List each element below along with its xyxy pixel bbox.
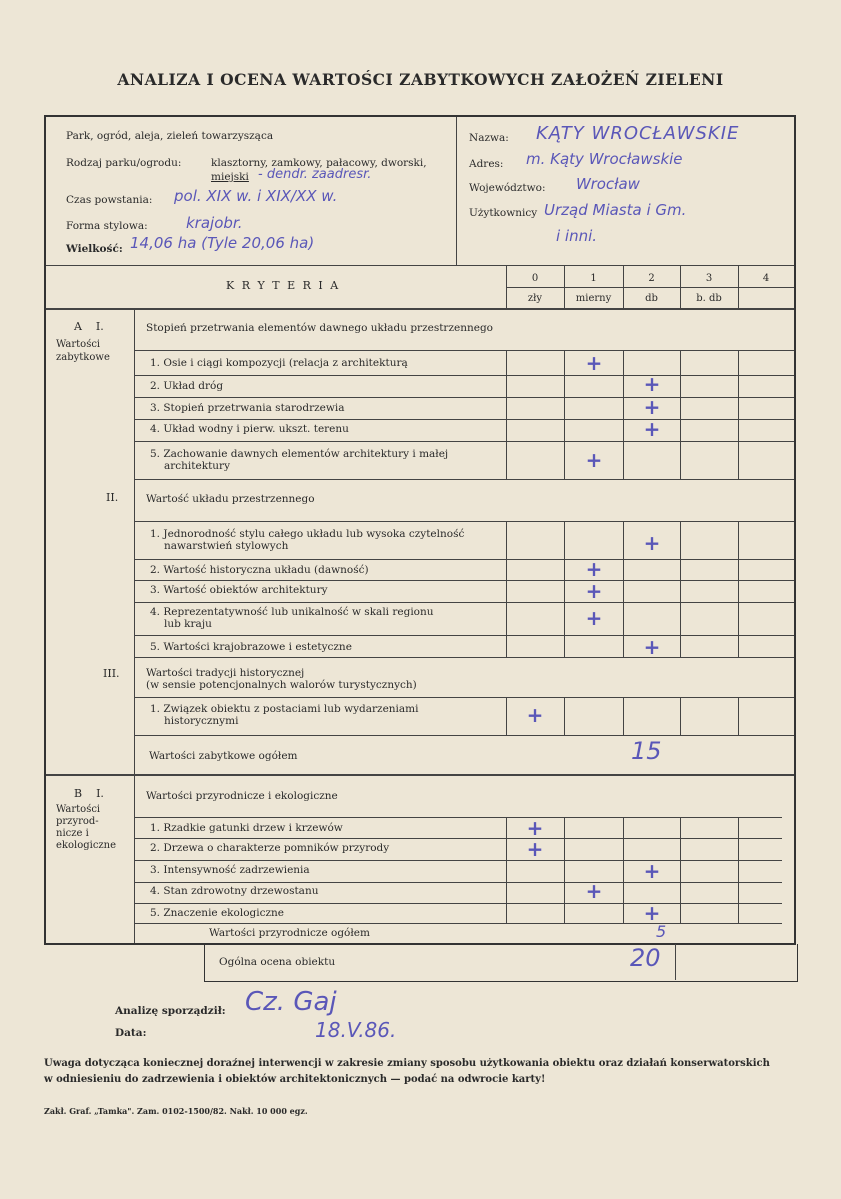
col2-desc: db bbox=[645, 293, 658, 304]
a3-row1-line2: historycznymi bbox=[164, 715, 239, 727]
a3-r1 bbox=[134, 735, 794, 736]
note-line-1: Uwaga dotycząca koniecznej doraźnej interwencji w zakresie zmiany sposobu użytkowania obiektu oraz działań konserwatorskich bbox=[44, 1058, 770, 1069]
a1-row1-label: 1. Osie i ciągi kompozycji (relacja z architekturą bbox=[150, 357, 408, 369]
col0-desc: zły bbox=[527, 293, 543, 304]
a3-row1-label bbox=[150, 703, 418, 727]
analize-label: Analizę sporządził: bbox=[115, 1005, 226, 1017]
a2-row3-label: 3. Wartość obiektów architektury bbox=[150, 584, 328, 596]
b1-v5 bbox=[738, 817, 739, 923]
forma-label: Forma stylowa: bbox=[66, 220, 148, 232]
a2-v2 bbox=[564, 521, 565, 657]
rodzaj-options: klasztorny, zamkowy, pałacowy, dworski, bbox=[211, 157, 427, 169]
a3-row1-mark: + bbox=[526, 703, 544, 727]
b-total-label: Wartości przyrodnicze ogółem bbox=[209, 927, 370, 939]
a1-r1 bbox=[134, 375, 794, 376]
a1-row3-label: 3. Stopień przetrwania starodrzewia bbox=[150, 402, 345, 414]
col3-desc: b. db bbox=[696, 293, 722, 304]
wielkosc-value: 14,06 ha (Tyle 20,06 ha) bbox=[130, 234, 315, 252]
b1-row2-mark: + bbox=[526, 837, 544, 861]
rodzaj-handwritten: - dendr. zaadresr. bbox=[258, 167, 372, 182]
b1-row3-mark: + bbox=[643, 859, 661, 883]
page-title: ANALIZA I OCENA WARTOŚCI ZABYTKOWYCH ZAŁOŻEŃ ZIELENI bbox=[117, 70, 724, 89]
overall-box bbox=[204, 944, 798, 982]
a2-r1 bbox=[134, 559, 794, 560]
b-total-value: 5 bbox=[656, 922, 667, 941]
col0-num: 0 bbox=[531, 273, 539, 284]
wojewodztwo-value: Wrocław bbox=[576, 175, 640, 193]
section-b-label: B I. bbox=[74, 787, 104, 800]
overall-label: Ogólna ocena obiektu bbox=[219, 956, 336, 968]
a2-r5 bbox=[134, 657, 794, 658]
b1-v2 bbox=[564, 817, 565, 923]
a2-row4-line2: lub kraju bbox=[164, 618, 212, 630]
signature: Cz. Gaj bbox=[245, 987, 337, 1017]
assessment-form bbox=[44, 115, 796, 945]
a3-title-line2: (w sensie potencjonalnych walorów turystycznych) bbox=[146, 679, 417, 691]
a2-row4-line1: 4. Reprezentatywność lub unikalność w skali regionu bbox=[150, 606, 434, 618]
a1-row2-mark: + bbox=[643, 372, 661, 396]
a1-title: Stopień przetrwania elementów dawnego układu przestrzennego bbox=[146, 322, 493, 334]
date-label: Data: bbox=[115, 1027, 147, 1039]
col1-num: 1 bbox=[590, 273, 597, 284]
rodzaj-label: Rodzaj parku/ogrodu: bbox=[66, 157, 182, 169]
col3-num: 3 bbox=[705, 273, 713, 284]
hv3 bbox=[623, 265, 624, 308]
b1-top bbox=[134, 817, 782, 818]
a2-v5 bbox=[738, 521, 739, 657]
a1-r4 bbox=[134, 441, 794, 442]
b1-v4 bbox=[680, 817, 681, 923]
a1-v5 bbox=[738, 350, 739, 479]
czas-value: pol. XIX w. i XIX/XX w. bbox=[174, 187, 338, 205]
uzytkownicy-value-2: i inni. bbox=[556, 227, 598, 245]
b1-row1-label: 1. Rzadkie gatunki drzew i krzewów bbox=[150, 822, 343, 834]
a1-row3-mark: + bbox=[643, 395, 661, 419]
b1-row5-label: 5. Znaczenie ekologiczne bbox=[150, 907, 285, 919]
a-total-label: Wartości zabytkowe ogółem bbox=[149, 750, 298, 762]
b1-r1 bbox=[134, 838, 782, 839]
a1-row2-label: 2. Układ dróg bbox=[150, 380, 224, 392]
a1-top bbox=[134, 350, 794, 351]
a1-row5-line2: architektury bbox=[164, 460, 231, 472]
col4-num: 4 bbox=[762, 273, 770, 284]
a3-top bbox=[134, 697, 794, 698]
date-value: 18.V.86. bbox=[315, 1018, 397, 1042]
a2-r3 bbox=[134, 602, 794, 603]
b1-row2-label: 2. Drzewa o charakterze pomników przyrody bbox=[150, 842, 390, 854]
section-b-desc bbox=[56, 804, 116, 852]
header-separator bbox=[46, 265, 794, 266]
b1-row4-label: 4. Stan zdrowotny drzewostanu bbox=[150, 885, 319, 897]
a2-row1-line1: 1. Jednorodność stylu całego układu lub wysoka czytelność bbox=[150, 528, 465, 540]
a2-top bbox=[134, 521, 794, 522]
col2-num: 2 bbox=[648, 273, 655, 284]
a2-title: Wartość układu przestrzennego bbox=[146, 493, 315, 505]
hv2 bbox=[564, 265, 565, 308]
b1-row4-mark: + bbox=[585, 879, 603, 903]
section-a2-number: II. bbox=[106, 491, 119, 504]
a2-row1-line2: nawarstwień stylowych bbox=[164, 540, 289, 552]
uzytkownicy-label: Użytkownicy bbox=[469, 207, 538, 219]
hv5 bbox=[738, 265, 739, 308]
a1-row4-mark: + bbox=[643, 417, 661, 441]
forma-value: krajobr. bbox=[186, 214, 243, 232]
section-a-label: A I. bbox=[74, 320, 104, 333]
b1-r5 bbox=[134, 923, 782, 924]
nazwa-value: KĄTY WROCŁAWSKIE bbox=[536, 123, 740, 144]
czas-label: Czas powstania: bbox=[66, 194, 153, 206]
b1-r2 bbox=[134, 860, 782, 861]
a2-row3-mark: + bbox=[585, 579, 603, 603]
section-b-desc-3: nicze i bbox=[56, 828, 89, 839]
uzytkownicy-value: Urząd Miasta i Gm. bbox=[544, 201, 687, 219]
a2-row5-mark: + bbox=[643, 635, 661, 659]
a3-title bbox=[146, 667, 417, 691]
hv4 bbox=[680, 265, 681, 308]
b1-row1-mark: + bbox=[526, 816, 544, 840]
a3-v4 bbox=[680, 697, 681, 735]
header-divider bbox=[456, 117, 457, 265]
a1-row5-mark: + bbox=[585, 448, 603, 472]
kryteria-header: K R Y T E R I A bbox=[226, 279, 341, 292]
adres-value: m. Kąty Wrocławskie bbox=[526, 150, 683, 168]
a1-row5-label bbox=[150, 448, 448, 472]
section-b-desc-4: ekologiczne bbox=[56, 840, 117, 851]
a3-v3 bbox=[623, 697, 624, 735]
section-b-desc-1: Wartości bbox=[56, 804, 101, 815]
b1-row5-mark: + bbox=[643, 901, 661, 925]
park-label: Park, ogród, aleja, zieleń towarzysząca bbox=[66, 130, 274, 142]
a2-row1-label bbox=[150, 528, 464, 552]
section-a-desc: Wartości zabytkowe bbox=[56, 339, 110, 363]
a3-title-line1: Wartości tradycji historycznej bbox=[146, 667, 305, 679]
overall-divider bbox=[675, 944, 676, 980]
a2-row2-label: 2. Wartość historyczna układu (dawność) bbox=[150, 564, 369, 576]
overall-value: 20 bbox=[630, 944, 661, 972]
colheader-sep bbox=[506, 287, 794, 288]
a1-v2 bbox=[564, 350, 565, 479]
a1-r2 bbox=[134, 397, 794, 398]
a2-row1-mark: + bbox=[643, 531, 661, 555]
b1-row3-label: 3. Intensywność zadrzewienia bbox=[150, 864, 310, 876]
a1-r5 bbox=[134, 479, 794, 480]
a1-row4-label: 4. Układ wodny i pierw. ukszt. terenu bbox=[150, 423, 349, 435]
section-b-desc-2: przyrod- bbox=[56, 816, 99, 827]
note-line-2: w odniesieniu do zadrzewienia i obiektów architektonicznych — podać na odwrocie karty! bbox=[44, 1074, 546, 1085]
section-b-separator bbox=[46, 774, 794, 776]
b1-r3 bbox=[134, 882, 782, 883]
a1-row1-mark: + bbox=[585, 351, 603, 375]
a2-r2 bbox=[134, 580, 794, 581]
criteria-separator bbox=[46, 308, 794, 310]
rodzaj-miejski: miejski bbox=[211, 171, 249, 183]
wojewodztwo-label: Województwo: bbox=[469, 182, 546, 194]
a3-row1-line1: 1. Związek obiektu z postaciami lub wydarzeniami bbox=[150, 703, 419, 715]
a1-v4 bbox=[680, 350, 681, 479]
a2-row4-label bbox=[150, 606, 434, 630]
a1-r3 bbox=[134, 419, 794, 420]
a2-r4 bbox=[134, 635, 794, 636]
a2-v1 bbox=[506, 521, 507, 657]
nazwa-label: Nazwa: bbox=[469, 132, 509, 144]
wielkosc-label: Wielkość: bbox=[66, 243, 123, 255]
hv1 bbox=[506, 265, 507, 308]
a3-v2 bbox=[564, 697, 565, 735]
a1-v1 bbox=[506, 350, 507, 479]
a3-v5 bbox=[738, 697, 739, 735]
print-info: Zakł. Graf. „Tamka". Zam. 0102-1500/82. Nakł. 10 000 egz. bbox=[44, 1106, 308, 1116]
section-a3-number: III. bbox=[103, 667, 120, 680]
a-total-value: 15 bbox=[631, 737, 662, 765]
b1-title: Wartości przyrodnicze i ekologiczne bbox=[146, 790, 338, 802]
a1-row5-line1: 5. Zachowanie dawnych elementów architektury i małej bbox=[150, 448, 449, 460]
a2-v4 bbox=[680, 521, 681, 657]
adres-label: Adres: bbox=[469, 158, 504, 170]
a2-row4-mark: + bbox=[585, 606, 603, 630]
a2-row2-mark: + bbox=[585, 557, 603, 581]
a2-row5-label: 5. Wartości krajobrazowe i estetyczne bbox=[150, 641, 352, 653]
section-left-column bbox=[134, 308, 135, 943]
b1-r4 bbox=[134, 903, 782, 904]
col1-desc: mierny bbox=[575, 293, 612, 304]
